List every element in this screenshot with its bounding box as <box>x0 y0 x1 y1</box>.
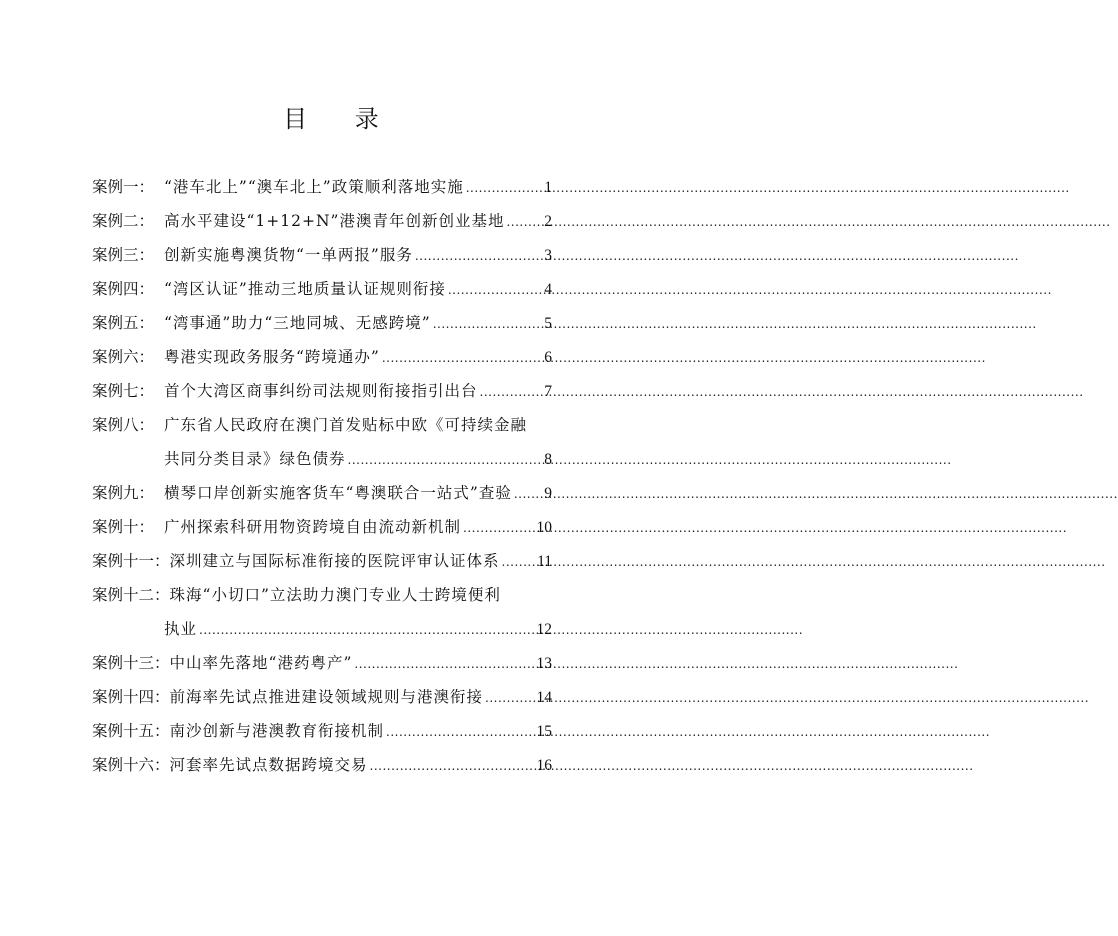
toc-entry[interactable] <box>92 272 552 306</box>
toc-page-number: 5 <box>544 315 552 332</box>
toc-entry-label: 案例五： <box>92 314 155 332</box>
toc-entry-title: 创新实施粤澳货物“一单两报”服务 <box>164 246 413 264</box>
toc-entry[interactable] <box>92 748 552 782</box>
toc-leader-dots <box>448 273 542 307</box>
toc-entry-title: “港车北上”“澳车北上”政策顺利落地实施 <box>164 178 464 196</box>
toc-page-number: 12 <box>536 621 552 638</box>
toc-entry-label: 案例七： <box>92 382 155 400</box>
toc-page-number: 1 <box>544 179 552 196</box>
toc-entry-title: 中山率先落地“港药粤产” <box>169 654 353 672</box>
toc-entry-label: 案例八： <box>92 416 155 434</box>
toc-entry[interactable] <box>92 170 552 204</box>
toc-page-number: 3 <box>544 247 552 264</box>
toc-entry[interactable] <box>92 238 552 272</box>
toc-leader-dots <box>348 443 543 477</box>
toc-leader-dots <box>466 171 543 205</box>
toc-entry-title: 珠海“小切口”立法助力澳门专业人士跨境便利 <box>169 586 501 604</box>
toc-entry-label: 案例四： <box>92 280 155 298</box>
toc-entry-title: 横琴口岸创新实施客货车“粤澳联合一站式”查验 <box>164 484 512 502</box>
toc-entry[interactable] <box>92 510 552 544</box>
toc-entry-continuation[interactable] <box>92 442 552 476</box>
toc-entry-label: 案例二： <box>92 212 155 230</box>
toc-entry[interactable] <box>92 646 552 680</box>
toc-entry-label: 案例十四： <box>92 688 170 706</box>
toc-leader-dots <box>485 681 534 715</box>
toc-leader-dots <box>480 375 543 409</box>
toc-entry-label: 案例十六： <box>92 756 170 774</box>
table-of-contents <box>92 170 552 782</box>
toc-page-number: 16 <box>536 757 552 774</box>
toc-entry-title: 河套率先试点数据跨境交易 <box>169 756 368 774</box>
toc-entry-title: 前海率先试点推进建设领域规则与港澳衔接 <box>169 688 484 706</box>
toc-leader-dots <box>463 511 534 545</box>
toc-entry-title: 粤港实现政务服务“跨境通办” <box>164 348 380 366</box>
toc-entry[interactable] <box>92 544 552 578</box>
toc-page-number: 10 <box>536 519 552 536</box>
toc-leader-dots <box>415 239 542 273</box>
toc-entry[interactable] <box>92 714 552 748</box>
toc-page-number: 11 <box>537 553 552 570</box>
toc-entry[interactable] <box>92 340 552 374</box>
toc-page-number: 8 <box>544 451 552 468</box>
toc-leader-dots <box>199 613 534 647</box>
page-title: 目 录 <box>283 105 399 133</box>
toc-entry-title: “湾区认证”推动三地质量认证规则衔接 <box>164 280 446 298</box>
toc-leader-dots <box>386 715 534 749</box>
toc-entry-title: 首个大湾区商事纠纷司法规则衔接指引出台 <box>164 382 478 400</box>
toc-page-number: 13 <box>536 655 552 672</box>
toc-entry-label: 案例十一： <box>92 552 170 570</box>
toc-page-number: 2 <box>544 213 552 230</box>
toc-page-number: 9 <box>544 485 552 502</box>
toc-entry-label: 案例十五： <box>92 722 170 740</box>
toc-leader-dots <box>514 477 542 511</box>
toc-entry[interactable] <box>92 680 552 714</box>
toc-entry-label: 案例一： <box>92 178 155 196</box>
toc-entry-label: 案例十二： <box>92 586 170 604</box>
toc-leader-dots <box>370 749 535 783</box>
toc-entry-label: 案例九： <box>92 484 155 502</box>
toc-page-number: 4 <box>544 281 552 298</box>
toc-entry-title: “湾事通”助力“三地同城、无感跨境” <box>164 314 431 332</box>
toc-page-number: 14 <box>536 689 552 706</box>
toc-leader-dots <box>354 647 534 681</box>
toc-page-number: 15 <box>536 723 552 740</box>
toc-entry-title: 南沙创新与港澳教育衔接机制 <box>169 722 385 740</box>
toc-entry[interactable] <box>92 476 552 510</box>
toc-entry[interactable] <box>92 306 552 340</box>
toc-entry-label: 案例六： <box>92 348 155 366</box>
toc-entry[interactable] <box>92 204 552 238</box>
toc-leader-dots <box>382 341 542 375</box>
toc-entry[interactable] <box>92 578 552 612</box>
toc-page-number: 6 <box>544 349 552 366</box>
toc-entry-title: 广东省人民政府在澳门首发贴标中欧《可持续金融 <box>164 416 528 434</box>
toc-leader-dots <box>506 205 542 239</box>
toc-entry-title: 深圳建立与国际标准衔接的医院评审认证体系 <box>169 552 500 570</box>
toc-entry[interactable] <box>92 374 552 408</box>
toc-entry-title: 广州探索科研用物资跨境自由流动新机制 <box>164 518 462 536</box>
toc-leader-dots <box>433 307 543 341</box>
toc-entry-label: 案例十： <box>92 518 155 536</box>
toc-page-number: 7 <box>544 383 552 400</box>
toc-entry-label: 案例十三： <box>92 654 170 672</box>
toc-entry-title: 执业 <box>164 620 198 638</box>
toc-entry-title: 共同分类目录》绿色债券 <box>164 450 346 468</box>
toc-entry-title: 高水平建设“1+12+N”港澳青年创新创业基地 <box>164 212 505 230</box>
toc-entry-label: 案例三： <box>92 246 155 264</box>
toc-leader-dots <box>502 545 536 579</box>
toc-entry-continuation[interactable] <box>92 612 552 646</box>
toc-entry[interactable] <box>92 408 552 442</box>
